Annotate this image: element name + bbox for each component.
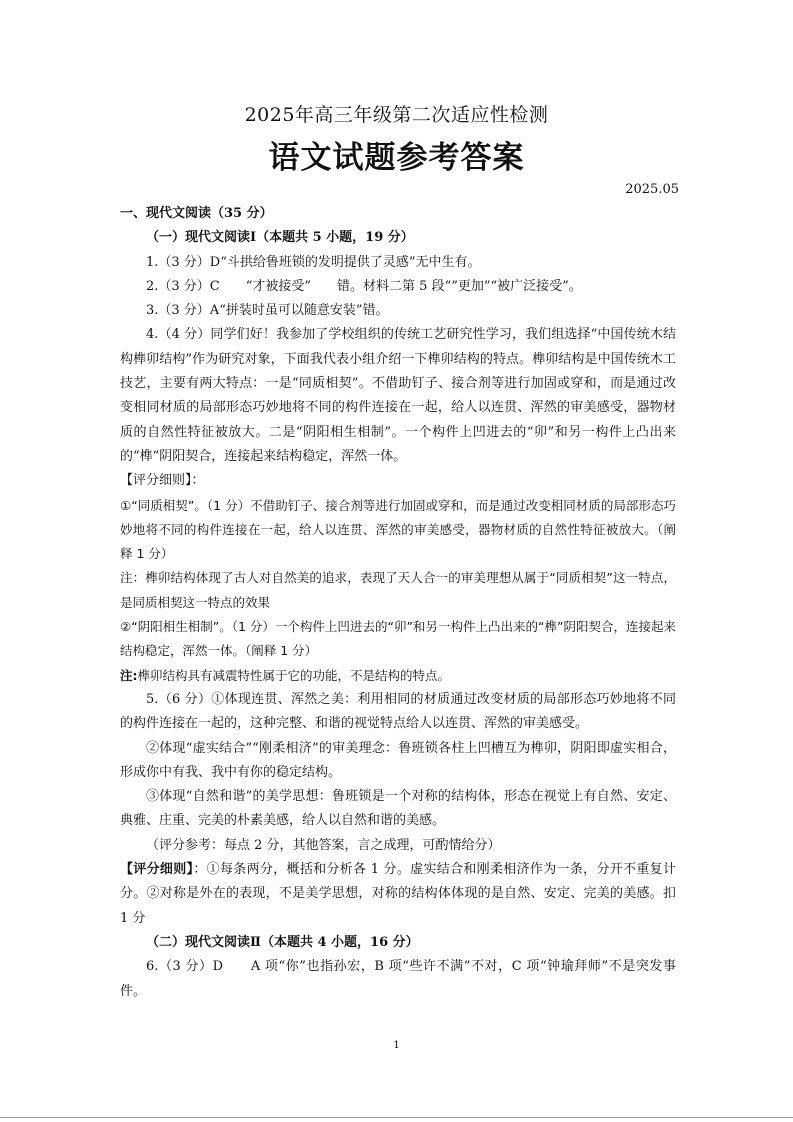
exam-title: 2025年高三年级第二次适应性检测 [244, 104, 549, 126]
answer-q5-point3: ③体现“自然和谐”的美学思想：鲁班锁是一个对称的结构体，形态在视觉上有自然、安定、典雅、庄重、完美的朴素美感，给人以自然和谐的美感。 [120, 789, 676, 829]
rubric-label: 【评分细则】： [120, 473, 205, 489]
page-bottom-border [0, 1117, 793, 1118]
answer-content [120, 202, 676, 1004]
rubric-note-2 [120, 664, 676, 688]
subsection-heading: （一）现代文阅读Ⅰ（本题共 5 小题，19 分） [146, 230, 414, 246]
rubric-note-1: 注：榫卯结构体现了古人对自然美的追求，表现了天人合一的审美理想从属于“同质相契”这一特点，是同质相契这一特点的效果 [120, 570, 676, 610]
q5-rubric [120, 858, 676, 931]
q5-rubric-label: 【评分细则】 [120, 862, 194, 878]
answer-q4: 4.（4 分）同学们好！我参加了学校组织的传统工艺研究性学习，我们组选择“中国传统木结构榫卯结构”作为研究对象，下面我代表小组介绍一下榫卯结构的特点。榫卯结构是中国传统木工技艺，主要有两大特点：一是“同质相契”。不借助钉子、接合剂等进行加固或穿和，而是通过改变相同材质的局部形态巧妙地将不同的构件连接在一起，给人以连贯、浑然的审美感受，器物材质的自然性特征被放大。二是“阴阳相生相制”。一个构件上凹进去的“卯”和另一构件上凸出来的“榫”阴阳契合，连接起来结构稳定，浑然一体。 [120, 327, 676, 464]
note-text: 榫卯结构具有减震特性属于它的功能，不是结构的特点。 [137, 667, 451, 683]
answer-q5: 5.（6 分）①体现连贯、浑然之美：利用相同的材质通过改变材质的局部形态巧妙地将不同的构件连接在一起的，这种完整、和谐的视觉特点给人以连贯、浑然的审美感受。 [120, 691, 676, 732]
q5-rubric-text: ：①每条两分，概括和分析各 1 分。虚实结合和刚柔相济作为一条，分开不重复计分。②对称是外在的表现，不是美学思想，对称的结构体体现的是自然、安定、完美的美感。扣 1 分 [120, 862, 676, 926]
page-number: 1 [393, 1040, 400, 1051]
document-date: 2025.05 [625, 182, 679, 197]
note-label: 注: [120, 667, 138, 683]
section-heading: 一、现代文阅读（35 分） [120, 206, 273, 221]
rubric-item-1: ①“同质相契”。（1 分）不借助钉子、接合剂等进行加固或穿和，而是通过改变相同材质的局部形态巧妙地将不同的构件连接在一起，给人以连贯、浑然的审美感受，器物材质的自然性特征被放大。（阐释 1 分） [120, 497, 676, 562]
answer-q5-point2: ②体现“虚实结合”“刚柔相济”的审美理念：鲁班锁各柱上凹槽互为榫卯，阴阳即虚实相合，形成你中有我、我中有你的稳定结构。 [120, 740, 676, 780]
answer-q6: 6.（3 分）D A 项“你”也指孙宏，B 项“些许不满”不对，C 项“钟瑜拜师”不是突发事件。 [120, 959, 676, 999]
document-title: 语文试题参考答案 [268, 140, 525, 176]
subsection-heading-2: （二）现代文阅读Ⅱ（本题共 4 小题，16 分） [146, 934, 419, 950]
rubric-item-2: ②“阴阳相生相制”。（1 分）一个构件上凹进去的“卯”和另一构件上凸出来的“榫”阴阳契合，连接起来结构稳定，浑然一体。（阐释 1 分） [120, 619, 676, 659]
scoring-reference: （评分参考：每点 2 分，其他答案，言之成理，可酌情给分） [146, 837, 501, 853]
answer-q1: 1.（3 分）D“斗拱给鲁班锁的发明提供了灵感”无中生有。 [146, 254, 481, 270]
answer-q2: 2.（3 分）C “才被接受” 错。材料二第 5 段“”更加”“被广泛接受”。 [146, 278, 582, 294]
answer-q3: 3.（3 分）A“拼装时虽可以随意安装”错。 [146, 303, 389, 319]
